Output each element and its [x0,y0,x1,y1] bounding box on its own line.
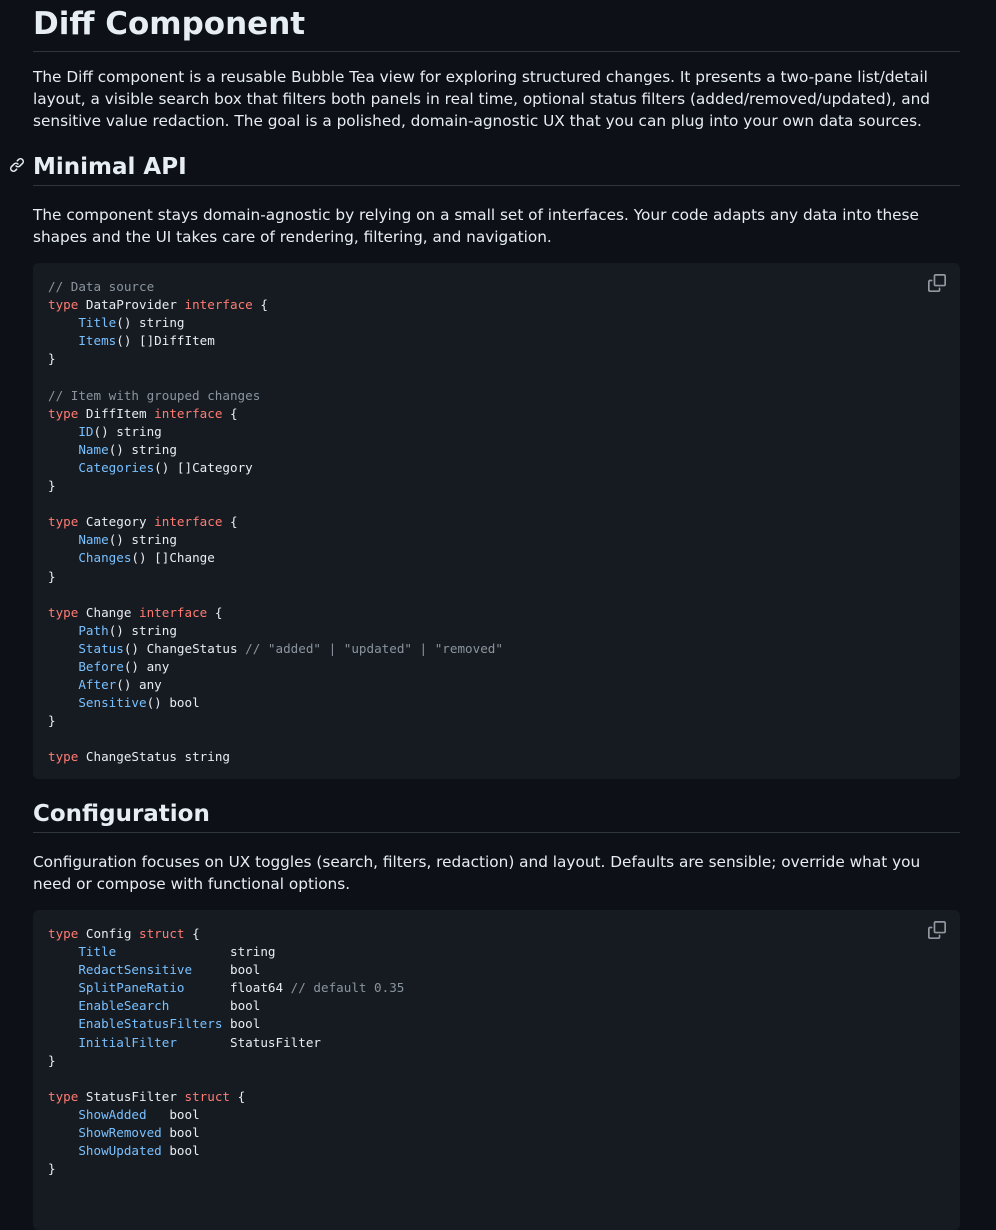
code-text: } [48,1161,56,1177]
code-keyword: type [48,926,79,941]
code-line [48,1161,56,1176]
code-keyword: type [48,1088,79,1104]
code-text [48,623,78,638]
copy-icon[interactable] [928,921,946,939]
code-text: StatusFilter [78,1088,185,1104]
code-keyword: interface [154,514,223,530]
code-keyword: type [48,604,79,620]
code-method: EnableStatusFilters [78,1016,223,1032]
code-method: ShowUpdated [78,1143,162,1159]
code-text [48,532,78,547]
code-line [48,442,177,457]
code-line [48,460,253,475]
code-text: } [48,713,56,729]
code-keyword: type [48,749,79,765]
code-text [48,677,78,692]
code-text: DiffItem [78,405,155,421]
code-line [48,659,169,674]
code-text [48,962,78,977]
code-line [48,1107,200,1122]
code-line [48,1035,321,1050]
code-line [48,677,162,692]
code-line [48,749,230,764]
code-text [48,1107,78,1122]
code-text: string [116,944,276,960]
code-method: Categories [78,459,155,475]
section-heading-configuration [33,799,960,833]
code-text: { [230,1088,246,1104]
minimal-api-paragraph: The component stays domain-agnostic by relying on a small set of interfaces. Your code adapts any data into these shapes and the UI takes care of rendering, filtering, and navigation. [33,206,919,246]
code-keyword: struct [184,1088,230,1104]
code-line [48,926,200,941]
code-method: After [78,677,117,693]
copy-icon[interactable] [928,274,946,292]
code-line [48,478,56,493]
code-method: ID [78,423,94,439]
code-text: Change [78,604,140,620]
code-text [48,424,78,439]
code-line [48,315,185,330]
code-line [48,1016,260,1031]
code-line [48,424,162,439]
code-line [48,279,154,294]
code-block-config [33,910,960,1230]
code-text [48,659,78,674]
code-text [48,333,78,348]
code-line [48,297,268,312]
code-text [48,980,78,995]
code-line [48,623,177,638]
code-text: () string [116,315,185,331]
code-method: Name [78,532,109,548]
code-text: bool [161,1143,200,1159]
section-heading-minimal-api [33,152,960,186]
code-method: Title [78,944,117,960]
code-text: } [48,568,56,584]
code-text: Config [78,926,140,941]
section-heading-text: Configuration [33,801,210,827]
code-method: EnableSearch [78,998,170,1014]
code-keyword: type [48,405,79,421]
code-method: SplitPaneRatio [78,980,185,996]
code-line [48,550,215,565]
code-method: ShowAdded [78,1106,147,1122]
code-text: () ChangeStatus [123,640,246,656]
code-text: bool [146,1106,200,1122]
code-text: bool [161,1125,200,1141]
code-text: () []DiffItem [116,333,215,349]
code-text: { [222,514,238,530]
code-text: Category [78,514,155,530]
code-line [48,641,503,656]
code-line [48,569,56,584]
code-line [48,532,177,547]
configuration-paragraph: Configuration focuses on UX toggles (search, filters, redaction) and layout. Defaults are sensible; override what you need or compose with functional options. [33,853,921,893]
code-keyword: interface [184,297,253,313]
code-text: float64 [184,980,291,996]
code-line [48,713,56,728]
code-text [48,550,78,565]
code-keyword: type [48,297,79,313]
code-line [48,333,215,348]
code-method: Path [78,622,109,638]
code-text [48,641,78,656]
code-text [48,460,78,475]
code-line [48,388,260,403]
code-text [48,925,945,1178]
code-text: () string [108,622,177,638]
code-text: bool [169,998,261,1014]
code-text: () string [93,423,162,439]
section-heading-text: Minimal API [33,154,187,180]
code-line [48,944,276,959]
code-text [48,1016,78,1031]
code-text: { [252,297,268,313]
code-text: { [184,926,200,941]
code-line [48,1089,245,1104]
code-comment: // default 0.35 [290,980,405,996]
link-icon[interactable] [9,157,25,173]
code-text: DataProvider [78,297,185,313]
code-text [48,944,78,959]
code-keyword: interface [139,604,208,620]
code-line [48,695,200,710]
code-method: Title [78,315,117,331]
code-text [48,1125,78,1140]
code-text: } [48,351,56,367]
code-text: bool [222,1016,261,1032]
code-text: { [207,604,223,620]
code-method: InitialFilter [78,1034,177,1050]
code-line [48,351,56,366]
code-line [48,1143,200,1158]
code-method: Name [78,441,109,457]
code-text [48,1143,78,1158]
code-keyword: type [48,514,79,530]
page-title: Diff Component [33,0,960,52]
code-comment: // Item with grouped changes [48,387,261,403]
code-text: () string [108,532,177,548]
code-text: () bool [146,695,200,711]
code-text: } [48,1052,56,1068]
code-line [48,962,260,977]
code-method: Items [78,333,117,349]
code-text [48,1035,78,1050]
code-method: Status [78,640,124,656]
code-text: StatusFilter [176,1034,321,1050]
code-text: () string [108,441,177,457]
code-method: RedactSensitive [78,962,193,978]
code-block-api [33,263,960,779]
code-method: Sensitive [78,695,147,711]
code-line [48,1125,200,1140]
code-text: () []Category [154,459,253,475]
code-text [48,695,78,710]
code-method: Before [78,658,124,674]
code-comment: // Data source [48,279,155,294]
code-line [48,998,260,1013]
code-text: () any [116,677,162,693]
code-method: Changes [78,550,132,566]
code-text [48,315,78,330]
code-text: () []Change [131,550,215,566]
code-keyword: struct [139,926,185,941]
code-line [48,980,404,995]
code-method: ShowRemoved [78,1125,162,1141]
code-keyword: interface [154,405,223,421]
code-text: ChangeStatus string [78,749,230,765]
code-comment: // "added" | "updated" | "removed" [245,640,503,656]
code-text [48,278,945,767]
code-text: bool [192,962,261,978]
code-line [48,406,238,421]
code-text: () any [123,658,170,674]
code-line [48,1053,56,1068]
code-text: } [48,478,56,494]
code-text [48,442,78,457]
code-line [48,605,222,620]
code-line [48,514,238,529]
code-text: { [222,405,238,421]
code-text [48,998,78,1013]
intro-paragraph: The Diff component is a reusable Bubble Tea view for exploring structured changes. It presents a two-pane list/detail layout, a visible search box that filters both panels in real time, optional status filters (added/removed/updated), and sensitive value redaction. The goal is a polished, domain-agnostic UX that you can plug into your own data sources. [33,68,931,130]
